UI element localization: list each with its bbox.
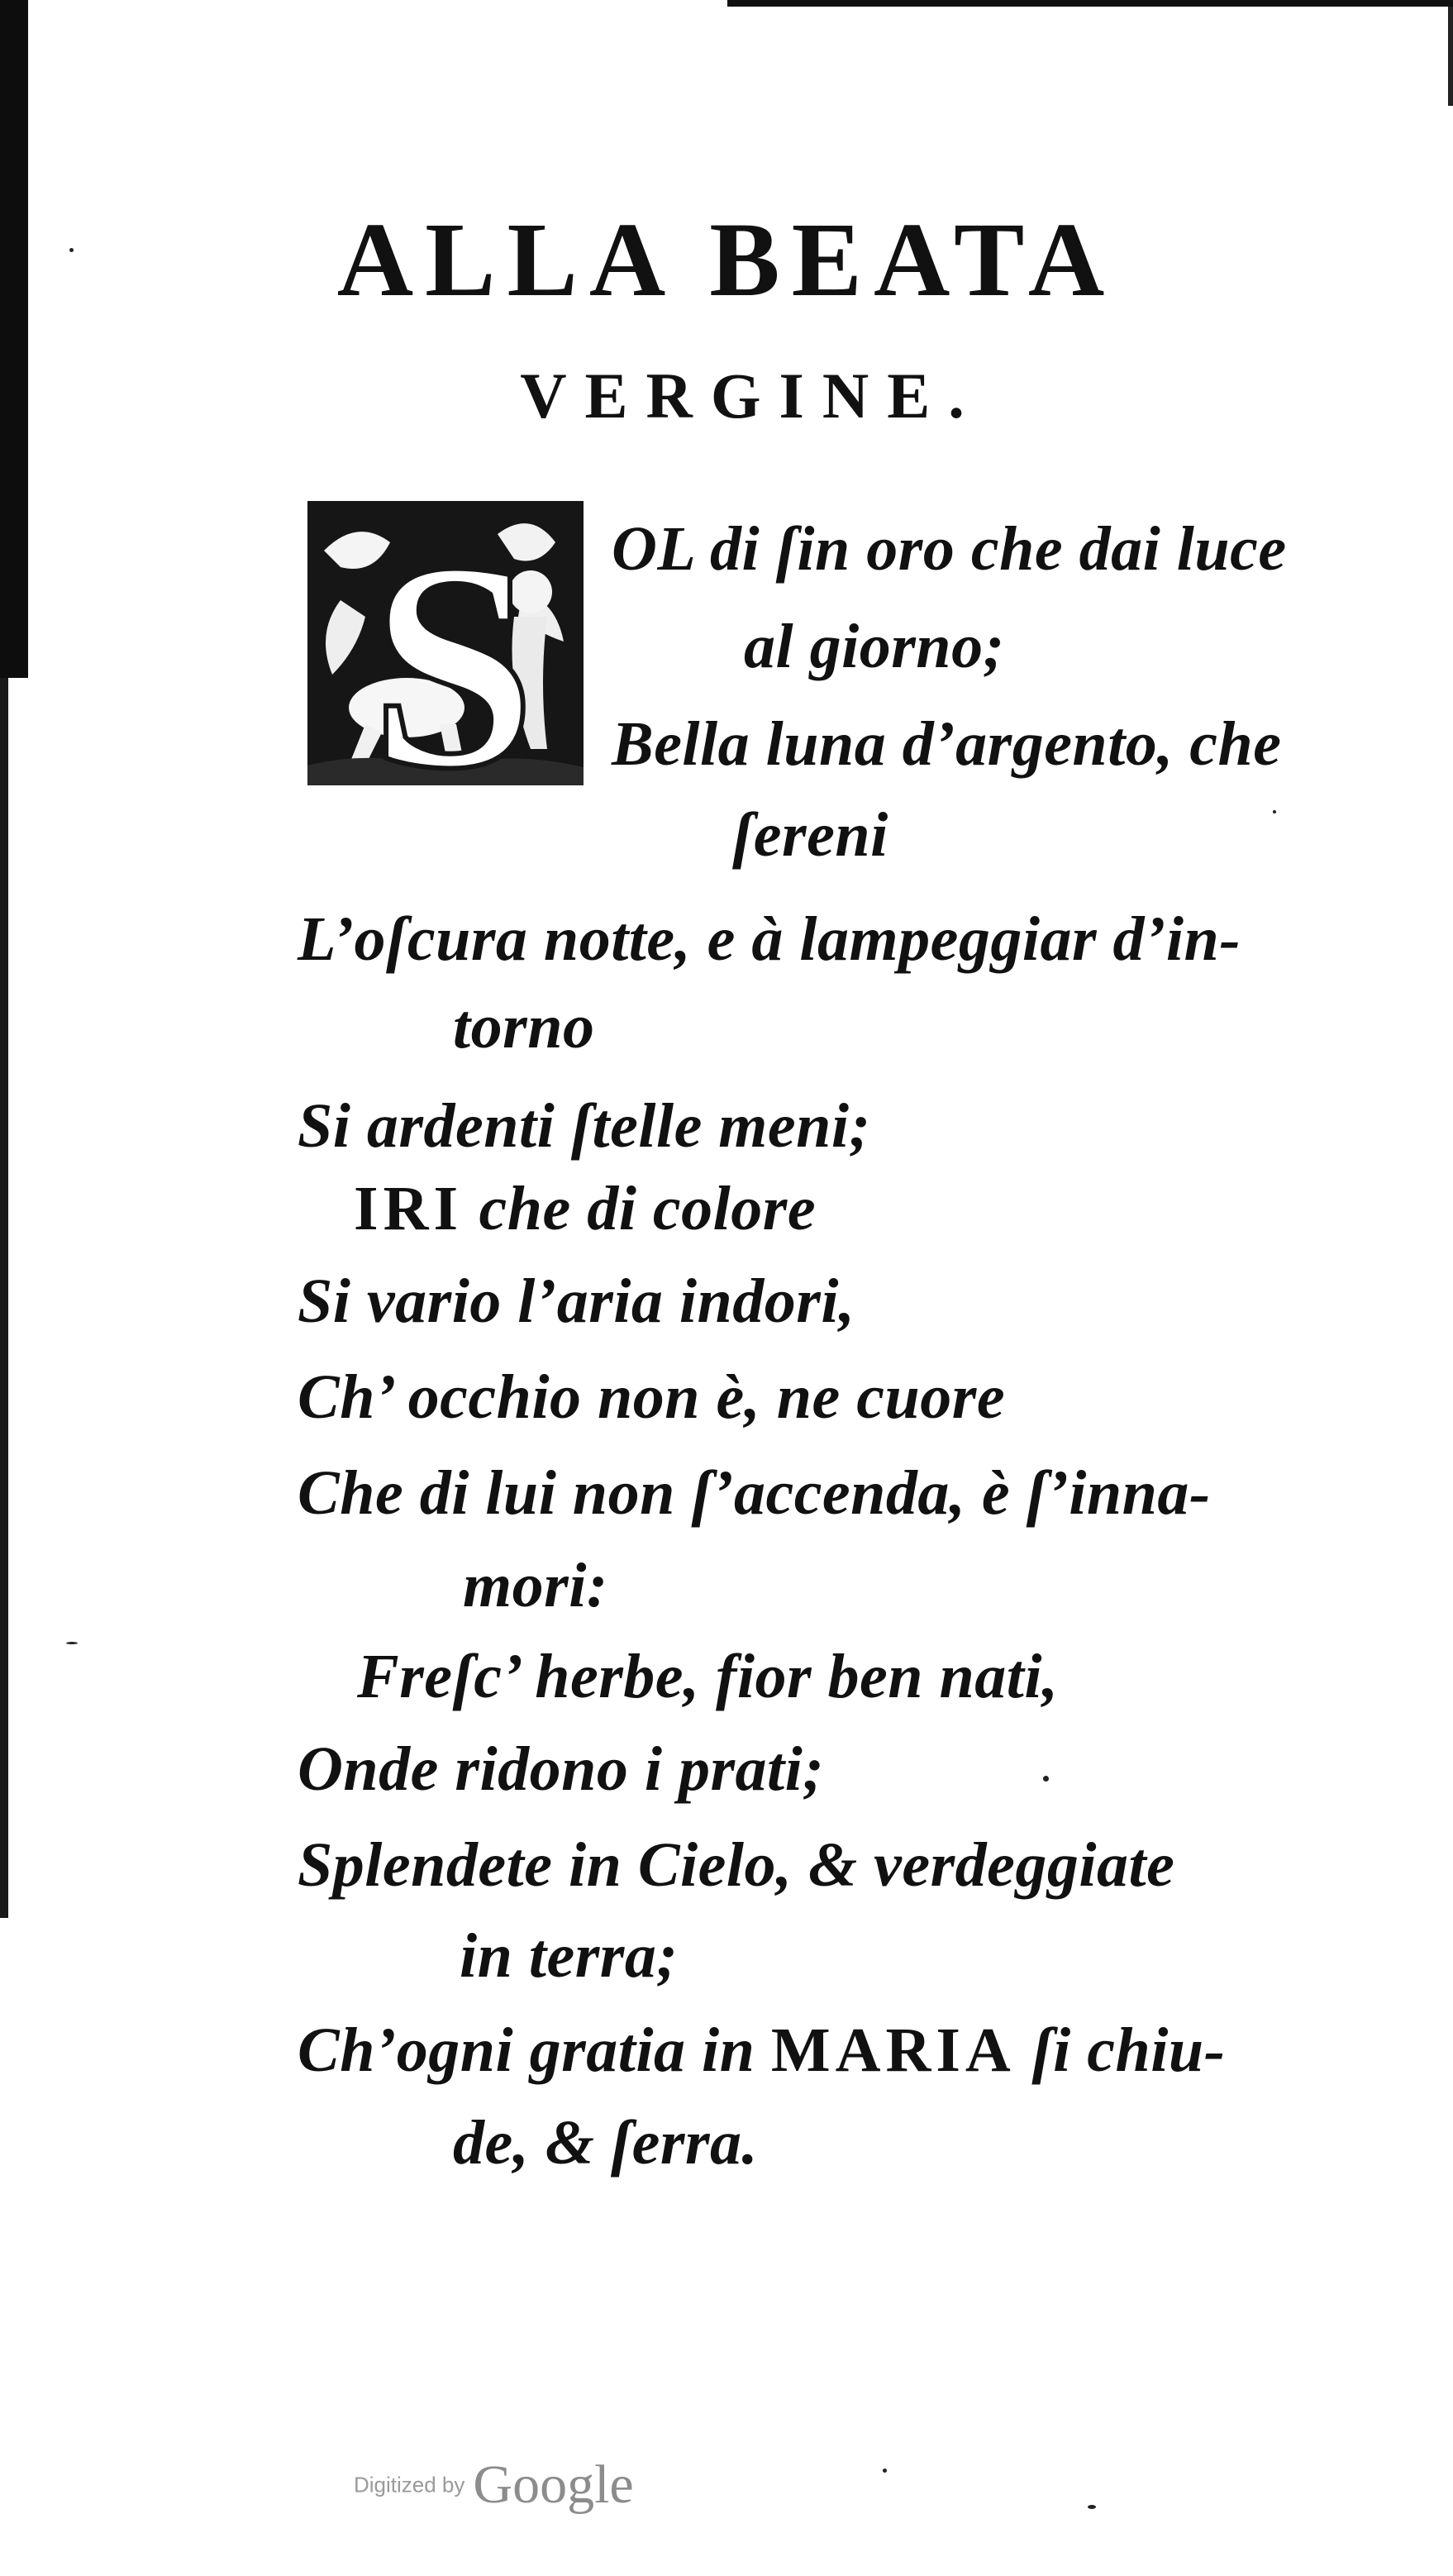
- poem-name-smallcaps: IRI: [354, 1174, 464, 1243]
- scan-speck: [1088, 2505, 1096, 2509]
- attribution-prefix: Digitized by: [354, 2472, 465, 2497]
- poem-line-text: ſi chiu-: [1031, 2015, 1226, 2085]
- google-logo: Google: [473, 2454, 634, 2515]
- scan-speck: [69, 248, 74, 252]
- poem-line: Bella luna d’argento, che: [612, 709, 1282, 779]
- poem-line: Si ardenti ſtelle meni;: [298, 1091, 871, 1161]
- poem-line: Ch’ occhio non è, ne cuore: [298, 1362, 1006, 1432]
- poem-line: Freſc’ herbe, fior ben nati,: [357, 1642, 1059, 1711]
- poem-line: L’oſcura notte, e à lampeggiar d’in-: [298, 904, 1241, 974]
- poem-line-text: che di colore: [479, 1174, 817, 1243]
- scan-speck: [1273, 810, 1276, 813]
- scan-speck: [1043, 1776, 1049, 1782]
- poem-line: de, & ſerra.: [453, 2108, 759, 2178]
- poem-line: [298, 2015, 1226, 2085]
- poem-line: Si vario l’aria indori,: [298, 1267, 855, 1336]
- poem-name-smallcaps: MARIA: [770, 2015, 1016, 2085]
- poem-line: OL di ſin oro che dai luce: [612, 514, 1287, 584]
- poem-line: Splendete in Cielo, & verdeggiate: [298, 1830, 1175, 1900]
- scan-speck: [66, 1642, 78, 1644]
- poem-line: mori:: [463, 1551, 608, 1620]
- poem-line-text: Ch’ogni gratia in: [298, 2015, 755, 2085]
- scan-speck: [883, 2469, 887, 2473]
- poem-subtitle: VERGINE.: [520, 360, 983, 432]
- digitized-by-google-attribution: [354, 2454, 634, 2516]
- poem-line: Onde ridono i prati;: [298, 1734, 825, 1804]
- poem-title: ALLA BEATA: [336, 201, 1117, 318]
- poem-line: in terra;: [460, 1921, 679, 1991]
- initial-letter: S: [369, 501, 536, 785]
- poem-line: [354, 1174, 817, 1243]
- poem-line: al giorno;: [744, 612, 1005, 681]
- poem-line: ſereni: [732, 800, 888, 870]
- poem-line: Che di lui non ſ’accenda, è ſ’inna-: [298, 1458, 1211, 1528]
- poem-line: torno: [453, 992, 595, 1061]
